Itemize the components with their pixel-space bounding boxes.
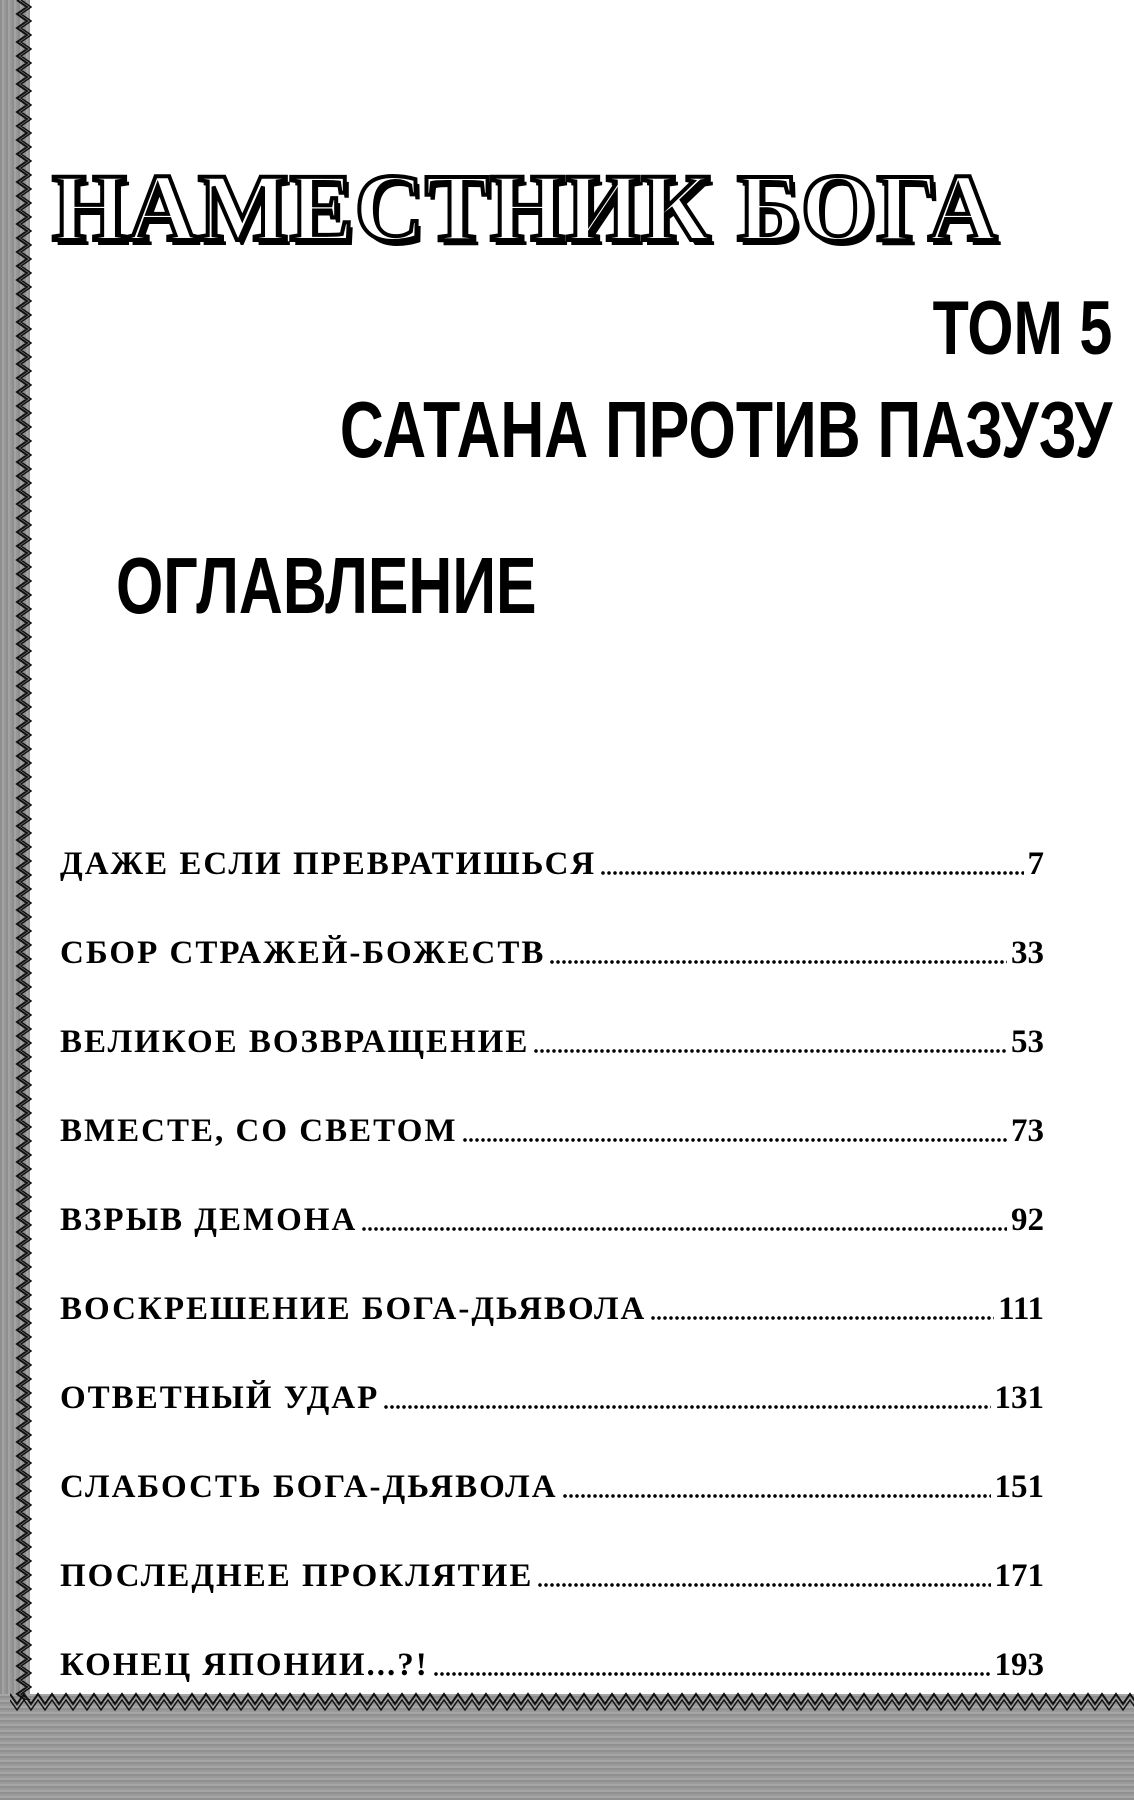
volume-title: САТАНА ПРОТИВ ПАЗУЗУ: [339, 385, 1112, 474]
toc-entry-title: ВЗРЫВ ДЕМОНА: [60, 1202, 358, 1238]
zigzag-bottom-border: [10, 1690, 1134, 1714]
series-title: НАМЕСТНИК БОГА: [52, 154, 999, 261]
volume-number: ТОМ 5: [932, 286, 1112, 371]
toc-leader-dots: [600, 871, 1023, 875]
table-of-contents: [60, 795, 1044, 1685]
toc-leader-dots: [361, 1227, 1007, 1231]
toc-heading: ОГЛАВЛЕНИЕ: [116, 541, 537, 630]
toc-entry-title: СЛАБОСТЬ БОГА-ДЬЯВОЛА: [60, 1469, 558, 1505]
toc-entry: [60, 1507, 1044, 1596]
toc-leader-dots: [433, 1672, 991, 1676]
toc-entry: [60, 1329, 1044, 1418]
toc-entry-page: 53: [1011, 1024, 1044, 1060]
toc-leader-dots: [383, 1405, 990, 1409]
toc-entry: [60, 884, 1044, 973]
toc-entry: [60, 1240, 1044, 1329]
toc-entry-title: ПОСЛЕДНЕЕ ПРОКЛЯТИЕ: [60, 1558, 534, 1594]
toc-entry: [60, 1418, 1044, 1507]
toc-entry: [60, 973, 1044, 1062]
toc-entry-title: ОТВЕТНЫЙ УДАР: [60, 1380, 380, 1416]
toc-leader-dots: [549, 960, 1007, 964]
toc-entry-page: 193: [994, 1647, 1044, 1683]
toc-entry-page: 92: [1011, 1202, 1044, 1238]
toc-entry-title: ВОСКРЕШЕНИЕ БОГА-ДЬЯВОЛА: [60, 1291, 647, 1327]
toc-entry: [60, 1596, 1044, 1685]
toc-entry-title: ВМЕСТЕ, СО СВЕТОМ: [60, 1113, 458, 1149]
toc-entry-page: 171: [994, 1558, 1044, 1594]
zigzag-left-border: [14, 0, 32, 1700]
toc-entry-page: 7: [1027, 846, 1044, 882]
toc-entry: [60, 795, 1044, 884]
toc-entry-title: ВЕЛИКОЕ ВОЗВРАЩЕНИЕ: [60, 1024, 530, 1060]
toc-entry-page: 131: [994, 1380, 1044, 1416]
toc-leader-dots: [650, 1316, 994, 1320]
toc-leader-dots: [537, 1583, 990, 1587]
toc-entry: [60, 1062, 1044, 1151]
toc-leader-dots: [533, 1049, 1007, 1053]
toc-entry-title: СБОР СТРАЖЕЙ-БОЖЕСТВ: [60, 935, 546, 971]
toc-entry-page: 73: [1011, 1113, 1044, 1149]
toc-leader-dots: [562, 1494, 991, 1498]
toc-entry-title: ДАЖЕ ЕСЛИ ПРЕВРАТИШЬСЯ: [60, 846, 597, 882]
toc-entry-title: КОНЕЦ ЯПОНИИ...?!: [60, 1647, 429, 1683]
toc-entry-page: 151: [994, 1469, 1044, 1505]
toc-entry-page: 111: [998, 1291, 1044, 1327]
toc-entry: [60, 1151, 1044, 1240]
toc-entry-page: 33: [1011, 935, 1044, 971]
toc-leader-dots: [462, 1138, 1007, 1142]
